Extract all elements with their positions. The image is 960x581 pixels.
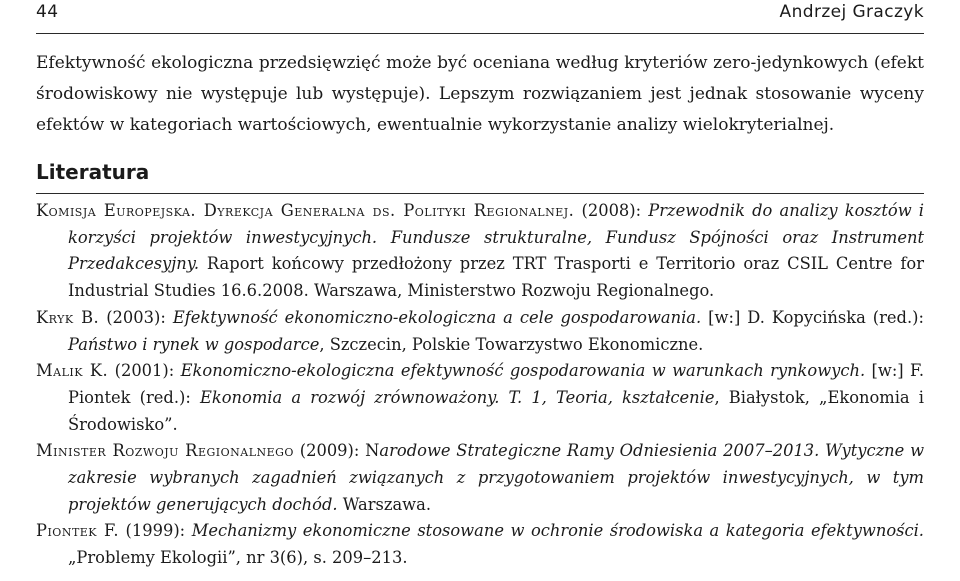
reference-book-title: Państwo i rynek w gospodarce xyxy=(68,334,320,354)
section-heading: Literatura xyxy=(36,160,150,184)
reference-item xyxy=(36,438,924,518)
reference-author: Minister Rozwoju Regionalnego xyxy=(36,441,294,461)
reference-author: Piontek F. xyxy=(36,521,119,541)
reference-year: (2009): N xyxy=(293,441,380,461)
reference-author: Komisja Europejska. Dyrekcja Generalna ds. Polityki Regionalnej. xyxy=(36,201,575,220)
header-rule xyxy=(36,33,924,34)
intro-paragraph: Efektywność ekologiczna przedsięwzięć może być oceniana według kryteriów zero-jedynkowych (efekt środowiskowy nie występuje lub występuje). Lepszym rozwiązaniem jest jednak stosowanie wyceny efektów w kategoriach wartościowych, ewentualnie wykorzystanie analizy wielokryterialnej. xyxy=(36,53,924,135)
reference-title: Efektywność ekonomiczno-ekologiczna a cele gospodarowania. xyxy=(172,307,702,327)
reference-details: , Szczecin, Polskie Towarzystwo Ekonomiczne. xyxy=(319,334,704,354)
reference-details: Warszawa. xyxy=(337,494,431,514)
reference-item xyxy=(36,358,924,438)
reference-book-title: Ekonomia a rozwój zrównoważony. T. 1, Teoria, kształcenie xyxy=(200,387,715,407)
reference-year: (2003): xyxy=(99,307,173,327)
reference-editor: [w:] F. Piontek (red.): xyxy=(68,361,924,407)
reference-author: Kryk B. xyxy=(36,307,100,327)
reference-year: (1999): xyxy=(119,521,192,541)
reference-title: arodowe Strategiczne Ramy Odniesienia 2007–2013. Wytyczne w zakresie wybranych zagadnień związanych z przygotowaniem projektów inwestycyjnych, w tym projektów generujących dochód. xyxy=(68,441,924,514)
page-header xyxy=(36,2,924,28)
reference-title: Przewodnik do analizy kosztów i korzyści projektów inwestycyjnych. Fundusze strukturalne, Fundusz Spójności oraz Instrument Przedakcesyjny. xyxy=(68,201,925,274)
reference-item xyxy=(36,198,924,305)
reference-details: Raport końcowy przedłożony przez TRT Trasporti e Territorio oraz CSIL Centre for Industrial Studies 16.6.2008. Warszawa, Ministerstwo Rozwoju Regionalnego. xyxy=(68,254,924,301)
reference-details: , Białystok, „Ekonomia i Środowisko”. xyxy=(68,387,924,434)
reference-list xyxy=(36,198,924,572)
section-rule xyxy=(36,193,924,194)
running-head-author: Andrzej Graczyk xyxy=(779,2,924,22)
reference-details: „Problemy Ekologii”, nr 3(6), s. 209–213. xyxy=(68,548,408,568)
reference-item xyxy=(36,518,924,571)
reference-item xyxy=(36,305,924,358)
reference-title: Ekonomiczno-ekologiczna efektywność gospodarowania w warunkach rynkowych. xyxy=(180,361,866,381)
reference-year: (2001): xyxy=(108,361,181,381)
reference-editor: [w:] D. Kopycińska (red.): xyxy=(701,307,924,327)
reference-author: Malik K. xyxy=(36,361,109,381)
reference-title: Mechanizmy ekonomiczne stosowane w ochronie środowiska a kategoria efektywności. xyxy=(191,521,924,541)
page-number: 44 xyxy=(36,2,59,22)
reference-year: (2008): xyxy=(574,201,649,220)
